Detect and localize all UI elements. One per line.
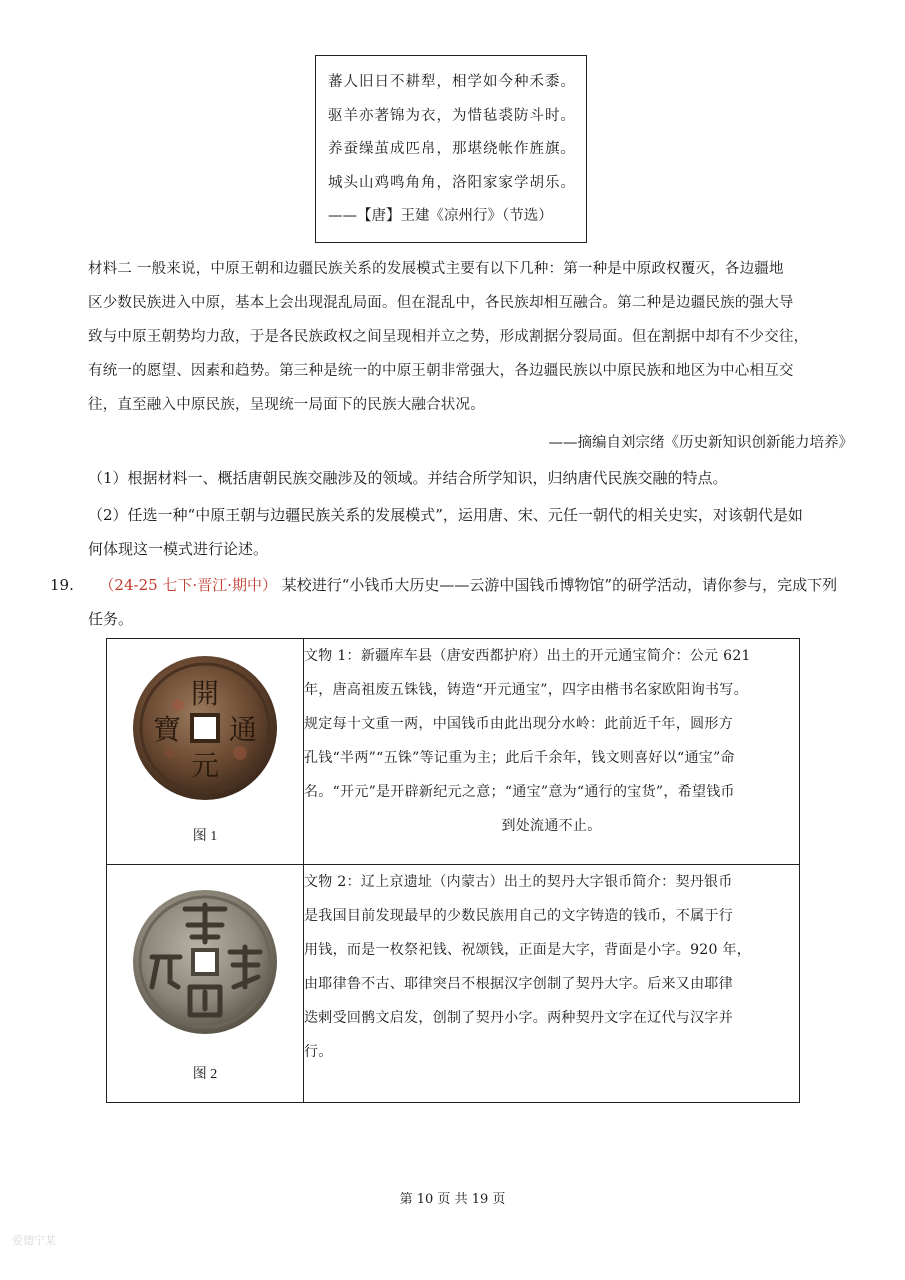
text-line: 是我国目前发现最早的少数民族用自己的文字铸造的钱币，不属于行 xyxy=(304,908,733,924)
text-line: 到处流通不止。 xyxy=(501,818,602,834)
text-line: 用钱，而是一枚祭祀钱、祝颂钱，正面是大字，背面是小字。920 年， xyxy=(304,942,752,958)
poem-line: 养蚕缲茧成匹帛，那堪绕帐作旌旗。 xyxy=(328,141,576,157)
coin-character-bottom: 元 xyxy=(190,749,220,782)
khitan-silver-coin-image xyxy=(130,887,280,1037)
material-2-source: ——摘编自刘宗绪《历史新知识创新能力培养》 xyxy=(548,435,853,451)
text-line: 区少数民族进入中原，基本上会出现混乱局面。但在混乱中，各民族却相互融合。第二种是边疆民族的强大导 xyxy=(88,295,794,311)
question-2-line-2: 何体现这一模式进行论述。 xyxy=(88,540,269,558)
coin-square-hole xyxy=(195,952,215,972)
text-line: 规定每十文重一两，中国钱币由此出现分水岭：此前近千年，圆形方 xyxy=(304,716,733,732)
coin-square-hole xyxy=(194,717,216,739)
poem-line: 蕃人旧日不耕犁，相学如今种禾黍。 xyxy=(328,74,576,90)
page-footer: 第 10 页 共 19 页 xyxy=(399,1192,506,1207)
question-19 xyxy=(50,568,837,602)
text-line: 由耶律鲁不古、耶律突吕不根据汉字创制了契丹大字。后来又由耶律 xyxy=(304,976,733,992)
figure-1-cell xyxy=(107,639,304,865)
text-line: 往，直至融入中原民族，呈现统一局面下的民族大融合状况。 xyxy=(88,397,485,413)
watermark: 爱德宁某 xyxy=(12,1234,56,1247)
text-line: 文物 1：新疆库车县（唐安西都护府）出土的开元通宝简介：公元 621 xyxy=(304,648,751,664)
question-source-tag: （24-25 七下·晋江·期中） xyxy=(99,576,277,594)
poem-source: ——【唐】王建《凉州行》（节选） xyxy=(328,208,553,224)
relic-2-description xyxy=(304,865,800,1103)
poem-line: 驱羊亦著锦为衣，为惜毡裘防斗时。 xyxy=(328,107,576,124)
text-line: 迭剌受回鹘文启发，创制了契丹小字。两种契丹文字在辽代与汉字并 xyxy=(304,1010,733,1026)
kaiyuan-tongbao-coin-image xyxy=(130,653,280,803)
coin-character-right: 通 xyxy=(228,713,258,746)
question-19-continuation: 任务。 xyxy=(88,610,134,628)
coin-character-left: 寶 xyxy=(152,713,182,746)
text-line: 文物 2：辽上京遗址（内蒙古）出土的契丹大字银币简介：契丹银币 xyxy=(304,874,733,890)
text-line: 行。 xyxy=(304,1044,333,1060)
poem-box xyxy=(315,55,587,243)
text-line: 致与中原王朝势均力敌，于是各民族政权之间呈现相并立之势，形成割据分裂局面。但在割据中却有不少交往， xyxy=(88,329,809,345)
material-2-paragraph xyxy=(88,252,858,422)
coin-character-top: 開 xyxy=(190,677,220,710)
figure-2-cell xyxy=(107,865,304,1103)
text-line: 名。“开元”是开辟新纪元之意；“通宝”意为“通行的宝货”，希望钱币 xyxy=(304,784,735,800)
question-number: 19. xyxy=(50,576,74,594)
text-line: 有统一的愿望、因素和趋势。第三种是统一的中原王朝非常强大，各边疆民族以中原民族和地区为中心相互交 xyxy=(88,363,794,379)
question-text: 某校进行“小钱币大历史——云游中国钱币博物馆”的研学活动，请你参与，完成下列 xyxy=(281,576,838,594)
text-line: 材料二 一般来说，中原王朝和边疆民族关系的发展模式主要有以下几种：第一种是中原政权覆灭，各边疆地 xyxy=(88,261,784,277)
figure-label: 图 2 xyxy=(192,1067,218,1082)
text-line: 年，唐高祖废五铢钱，铸造“开元通宝”，四字由楷书名家欧阳询书写。 xyxy=(304,682,748,698)
figure-label: 图 1 xyxy=(192,829,218,844)
text-line: 孔钱“半两”“五铢”等记重为主；此后千余年，钱文则喜好以“通宝”命 xyxy=(304,750,735,766)
relic-1-description xyxy=(304,639,800,865)
question-1: （1）根据材料一、概括唐朝民族交融涉及的领域。并结合所学知识，归纳唐代民族交融的特点。 xyxy=(88,469,728,487)
poem-line: 城头山鸡鸣角角，洛阳家家学胡乐。 xyxy=(328,174,576,191)
table-row xyxy=(107,639,800,865)
table-row xyxy=(107,865,800,1103)
question-2-line-1: （2）任选一种“中原王朝与边疆民族关系的发展模式”，运用唐、宋、元任一朝代的相关史实，对该朝代是如 xyxy=(88,506,803,524)
relics-table xyxy=(106,638,800,1103)
